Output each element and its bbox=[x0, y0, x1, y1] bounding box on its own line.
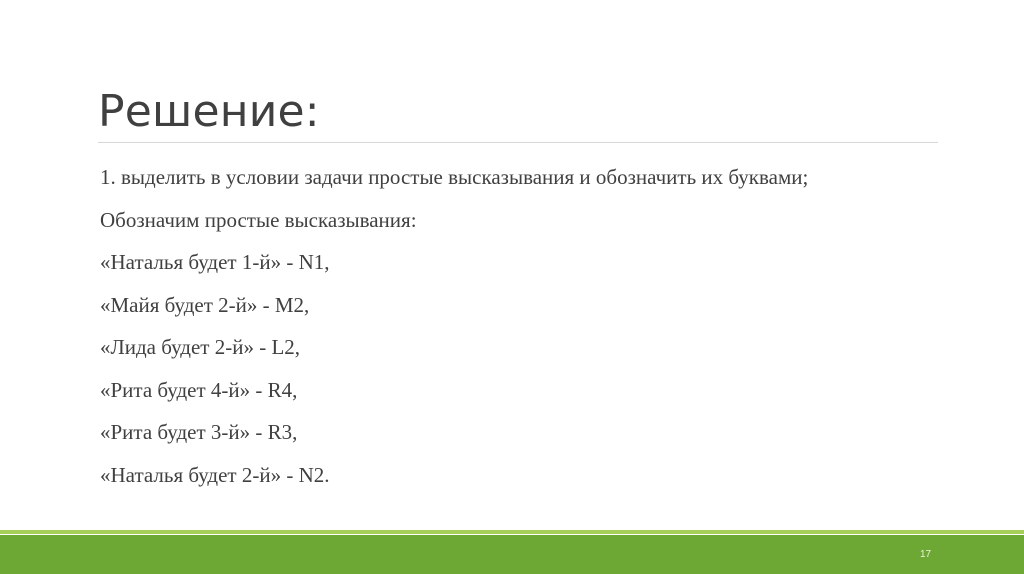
body-line-r3: «Рита будет 3-й» - R3, bbox=[100, 420, 298, 444]
body-line-r4: «Рита будет 4-й» - R4, bbox=[100, 377, 298, 402]
slide-number: 17 bbox=[920, 549, 932, 560]
body-line-n2: «Наталья будет 2-й» - N2. bbox=[100, 462, 330, 487]
body-line-m2: «Майя будет 2-й» - M2, bbox=[100, 292, 310, 317]
body-line-step-1: 1. выделить в условии задачи простые высказывания и обозначить их буквами; bbox=[100, 165, 809, 189]
body-line-intro: Обозначим простые высказывания: bbox=[100, 207, 417, 232]
slide-body bbox=[100, 156, 960, 496]
slide-title: Решение: bbox=[98, 86, 320, 137]
footer-accent-line bbox=[0, 530, 1024, 534]
footer-band bbox=[0, 535, 1024, 574]
title-divider bbox=[98, 142, 938, 143]
body-line-l2: «Лида будет 2-й» - L2, bbox=[100, 335, 301, 359]
body-line-n1: «Наталья будет 1-й» - N1, bbox=[100, 250, 330, 274]
